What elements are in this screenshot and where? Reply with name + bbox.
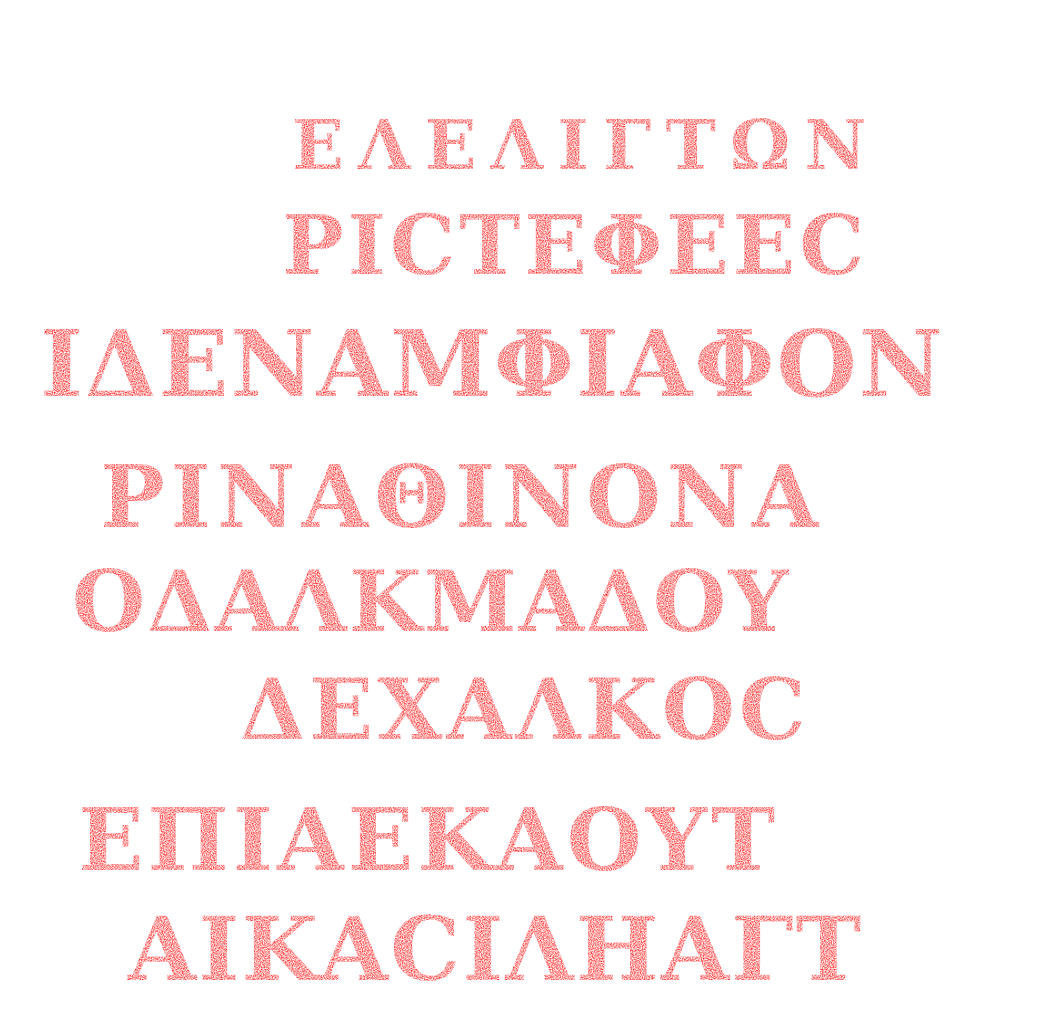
text-line-1: ΕΛΕΛΙΓΤΩΝ bbox=[292, 106, 881, 186]
text-line-4: ΡΙΝΑΘΙΝΟΝΑ bbox=[100, 447, 825, 548]
text-line-5: ΟΔΑΛΚΜΑΔΟΥ bbox=[72, 552, 791, 651]
text-line-8: ΑΙΚΑCΙΛΗΑΓΤ bbox=[128, 897, 864, 1001]
text-line-3: ΙΔΕΝΑΜΦΙΑΦΟΝ bbox=[40, 310, 945, 418]
text-line-7: ΕΠΙΑΕΚΑΟΥΤ bbox=[78, 790, 780, 891]
text-line-2: ΡΙCΤΕΦΕΕC bbox=[282, 198, 869, 294]
text-line-6: ΔΕΧΑΛΚΟC bbox=[240, 660, 810, 759]
